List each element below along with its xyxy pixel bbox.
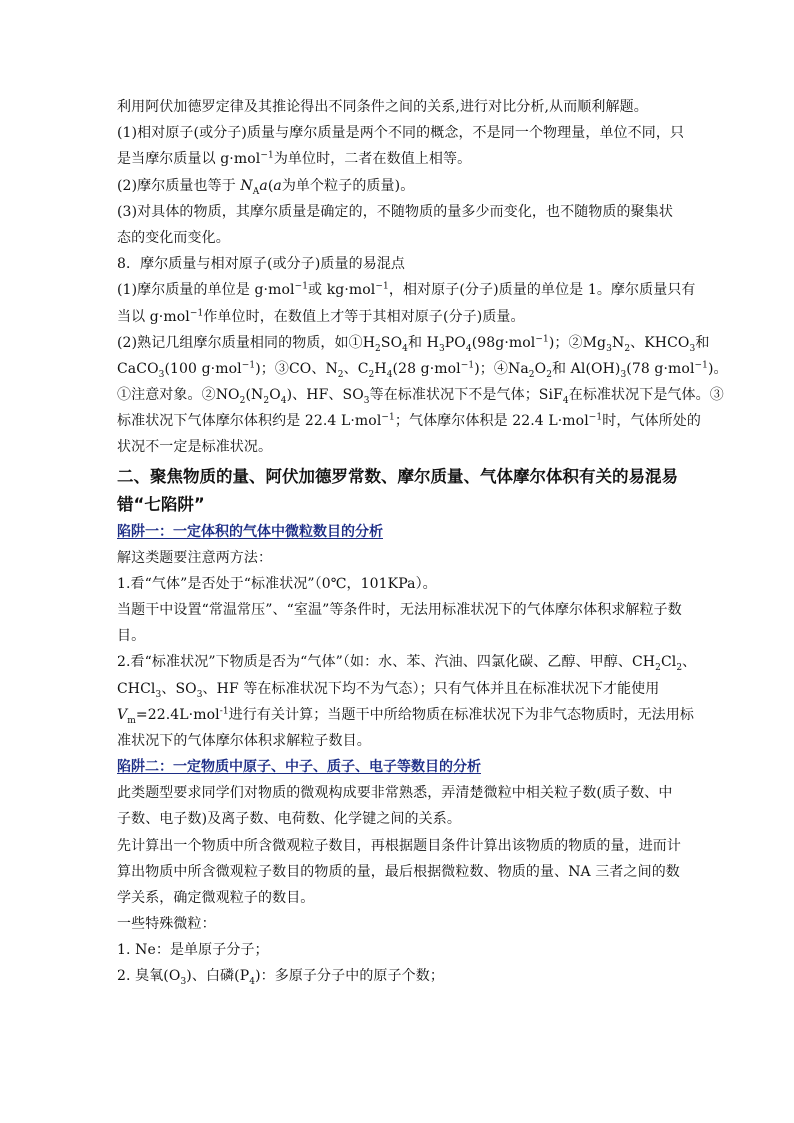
subscript: m [127, 715, 136, 726]
warning-line-3 [117, 434, 683, 460]
symbol: a [273, 177, 282, 194]
section-8-heading [117, 251, 683, 277]
text: 、HF 等在标准状况下均不为气态）；只有气体并且在标准状况下才能使用 [202, 680, 660, 697]
text: 和 H [407, 334, 439, 351]
symbol: a [259, 177, 268, 194]
text: 和 Al(OH) [552, 360, 621, 377]
subscript: 2 [676, 663, 683, 674]
superscript: −1 [375, 281, 389, 292]
superscript: −1 [294, 281, 309, 292]
text: 2.看“标准状况”下物质是否为“气体”（如：水、苯、汽油、四氯化碳、乙醇、甲醇、CH [117, 654, 656, 671]
text: )、白磷(P [186, 968, 250, 985]
note-1-line-2 [117, 146, 683, 172]
text: 利用阿伏加德罗定律及其推论得出不同条件之间的关系,进行对比分析,从而顺利解题。 [117, 99, 648, 115]
text: (3)对具体的物质，其摩尔质量是确定的，不随物质的量多少而变化，也不随物质的聚集状 [117, 203, 673, 220]
text: 子数、电子数)及离子数、电荷数、化学键之间的关系。 [117, 811, 461, 828]
text: 2. 臭氧(O [117, 968, 181, 985]
text: 状况不一定是标准状况。 [117, 439, 273, 456]
superscript: −1 [260, 150, 274, 161]
text: O [534, 360, 547, 377]
subscript: 2 [528, 369, 535, 380]
text: 陷阱二：一定物质中原子、中子、质子、电子等数目的分析 [117, 759, 481, 776]
text: 、KHCO [630, 334, 690, 351]
symbol: V [117, 706, 128, 723]
text: ，相对原子(分子)质量的单位是 1。摩尔质量只有 [388, 282, 696, 299]
text: ；气体摩尔体积是 22.4 L·mol [394, 413, 589, 430]
text: =22.4L·mol [135, 706, 220, 723]
text: 学关系，确定微观粒子的数目。 [117, 889, 315, 906]
text: 准状况下的气体摩尔体积求解粒子数目。 [117, 732, 371, 749]
trap-1-point-1-detail-line-2 [117, 623, 683, 649]
text: (N [245, 387, 264, 404]
text: 先计算出一个物质中所含微观粒子数目，再根据题目条件计算出该物质的物质的量，进而计 [117, 837, 681, 854]
text: 在标准状况下是气体。③ [568, 387, 724, 404]
note-3-line-2 [117, 225, 683, 251]
subscript: A [252, 186, 260, 197]
trap-1-point-2-line-4 [117, 728, 683, 754]
subscript: 3 [180, 977, 187, 988]
text: 、C [343, 360, 369, 377]
text: (2)摩尔质量也等于 [117, 177, 241, 194]
subscript: 4 [562, 395, 569, 406]
trap-2-para-1-line-2 [117, 806, 683, 832]
mistake-2-line-1 [117, 330, 710, 356]
subscript: 3 [155, 689, 162, 700]
subscript: 2 [655, 663, 661, 674]
text: )。 [708, 360, 728, 377]
text: 二、聚焦物质的量、阿伏加德罗常数、摩尔质量、气体摩尔体积有关的易混易 [117, 466, 678, 486]
superscript: −1 [241, 360, 256, 371]
text: 进行有关计算；当题干中所给物质在标准状况下为非气态物质时，无法用标 [228, 706, 694, 723]
subscript: 3 [158, 369, 165, 380]
subscript: 4 [386, 369, 393, 380]
text: 当题干中设置“常温常压”、“室温”等条件时，无法用标准状况下的气体摩尔体积求解粒子数 [117, 602, 682, 618]
trap-1-intro [117, 545, 683, 571]
superscript: -1 [219, 706, 229, 717]
text: (78 g·mol [626, 360, 695, 377]
text: 是当摩尔质量以 g·mol [117, 151, 261, 168]
text: 等在标准状况下不是气体；SiF [369, 387, 563, 404]
text: )、HF、SO [286, 387, 364, 404]
text: )；④Na [474, 360, 529, 377]
text: (28 g·mol [392, 360, 461, 377]
text: CaCO [117, 360, 159, 377]
document-body [117, 94, 728, 990]
mistake-1-line-2 [117, 304, 683, 330]
text: 算出物质中所含微观粒子数目的物质的量，最后根据微粒数、物质的量、NA 三者之间的数 [117, 863, 680, 880]
text: 当以 g·mol [117, 308, 190, 325]
text: 态的变化而变化。 [117, 229, 230, 246]
text: (2)熟记几组摩尔质量相同的物质，如①H [117, 334, 376, 351]
text: 为单个粒子的质量)。 [281, 177, 415, 194]
text: 时，气体所处的 [602, 413, 701, 430]
subscript: 4 [402, 343, 408, 354]
superscript: −1 [189, 307, 204, 318]
trap-1-point-2-line-1 [117, 649, 697, 675]
subscript: 3 [196, 689, 203, 700]
subscript: 4 [249, 977, 256, 988]
mistake-2-line-2 [117, 356, 728, 382]
note-1-line-1 [117, 120, 683, 146]
text: (100 g·mol [164, 360, 242, 377]
note-3-line-1 [117, 199, 683, 225]
text: ①注意对象。②NO [117, 387, 240, 404]
text: 1. Ne：是单原子分子； [117, 942, 269, 959]
text: (1)摩尔质量的单位是 g·mol [117, 282, 295, 299]
text: 错“七陷阱” [117, 494, 205, 514]
text: 解这类题要注意两方法： [117, 549, 273, 566]
superscript: −1 [694, 360, 708, 371]
subscript: 2 [368, 369, 375, 380]
superscript: −1 [381, 412, 395, 423]
text: (1)相对原子(或分子)质量与摩尔质量是两个不同的概念，不是同一个物理量，单位不同，只 [117, 125, 685, 142]
subscript: 2 [239, 395, 246, 406]
trap-2-para-1-line-1 [117, 780, 683, 806]
subscript: 3 [689, 343, 696, 354]
subscript: 3 [438, 343, 445, 354]
text: 作单位时，在数值上才等于其相对原子(分子)质量。 [203, 308, 525, 325]
trap-2-heading [117, 754, 683, 780]
text: )；③CO、N [255, 360, 338, 377]
text: H [374, 360, 387, 377]
subscript: 3 [620, 369, 627, 380]
subscript: 3 [606, 343, 612, 354]
subscript: 2 [546, 369, 553, 380]
trap-1-heading [117, 519, 683, 545]
trap-2-para-2-line-3 [117, 885, 683, 911]
subscript: 2 [337, 369, 344, 380]
text: 1.看“气体”是否处于“标准状况”（0℃，101KPa）。 [117, 575, 437, 592]
text: ( [267, 177, 274, 194]
text: (98g·mol [471, 334, 536, 351]
trap-1-point-2-line-3 [117, 702, 694, 728]
subscript: 2 [624, 343, 631, 354]
text: SO [380, 334, 403, 351]
subscript: 4 [465, 343, 472, 354]
trap-1-point-1 [117, 571, 683, 597]
special-particle-2 [117, 963, 683, 989]
intro-paragraph [117, 94, 683, 120]
subscript: 2 [263, 395, 270, 406]
superscript: −1 [535, 334, 549, 345]
superscript: −1 [588, 412, 603, 423]
trap-1-point-1-detail-line-1 [117, 597, 683, 623]
trap-1-point-2-line-2 [117, 676, 683, 702]
trap-2-para-2-line-1 [117, 833, 683, 859]
subscript: 2 [375, 343, 381, 354]
section-2-heading-line-2 [117, 491, 683, 519]
text: )；②Mg [548, 334, 607, 351]
note-2 [117, 173, 683, 199]
text: 标准状况下气体摩尔体积约是 22.4 L·mol [117, 413, 382, 430]
text: 8．摩尔质量与相对原子(或分子)质量的易混点 [117, 256, 406, 273]
text: )：多原子分子中的原子个数； [255, 968, 444, 985]
text: 或 kg·mol [308, 282, 376, 299]
text: N [611, 334, 625, 351]
text: PO [444, 334, 466, 351]
superscript: −1 [460, 360, 475, 371]
warning-line-2 [117, 408, 701, 434]
text: Cl [660, 654, 677, 671]
subscript: 3 [363, 395, 370, 406]
special-particles-heading [117, 911, 683, 937]
text: O [269, 387, 281, 404]
special-particle-1 [117, 937, 683, 963]
warning-line-1 [117, 382, 724, 408]
text: 此类题型要求同学们对物质的微观构成要非常熟悉，弄清楚微粒中相关粒子数(质子数、中 [117, 785, 673, 802]
text: 为单位时，二者在数值上相等。 [273, 151, 472, 168]
text: 、SO [161, 680, 197, 697]
text: 陷阱一：一定体积的气体中微粒数目的分析 [117, 523, 383, 540]
section-2-heading-line-1 [117, 463, 683, 491]
text: 、 [682, 654, 697, 671]
text: CHCl [117, 680, 156, 697]
text: 目。 [117, 628, 146, 645]
text: 一些特殊微粒： [117, 916, 216, 933]
mistake-1-line-1 [117, 277, 696, 303]
subscript: 4 [280, 395, 287, 406]
text: 和 [695, 334, 710, 351]
symbol: N [240, 177, 253, 194]
trap-2-para-2-line-2 [117, 859, 683, 885]
